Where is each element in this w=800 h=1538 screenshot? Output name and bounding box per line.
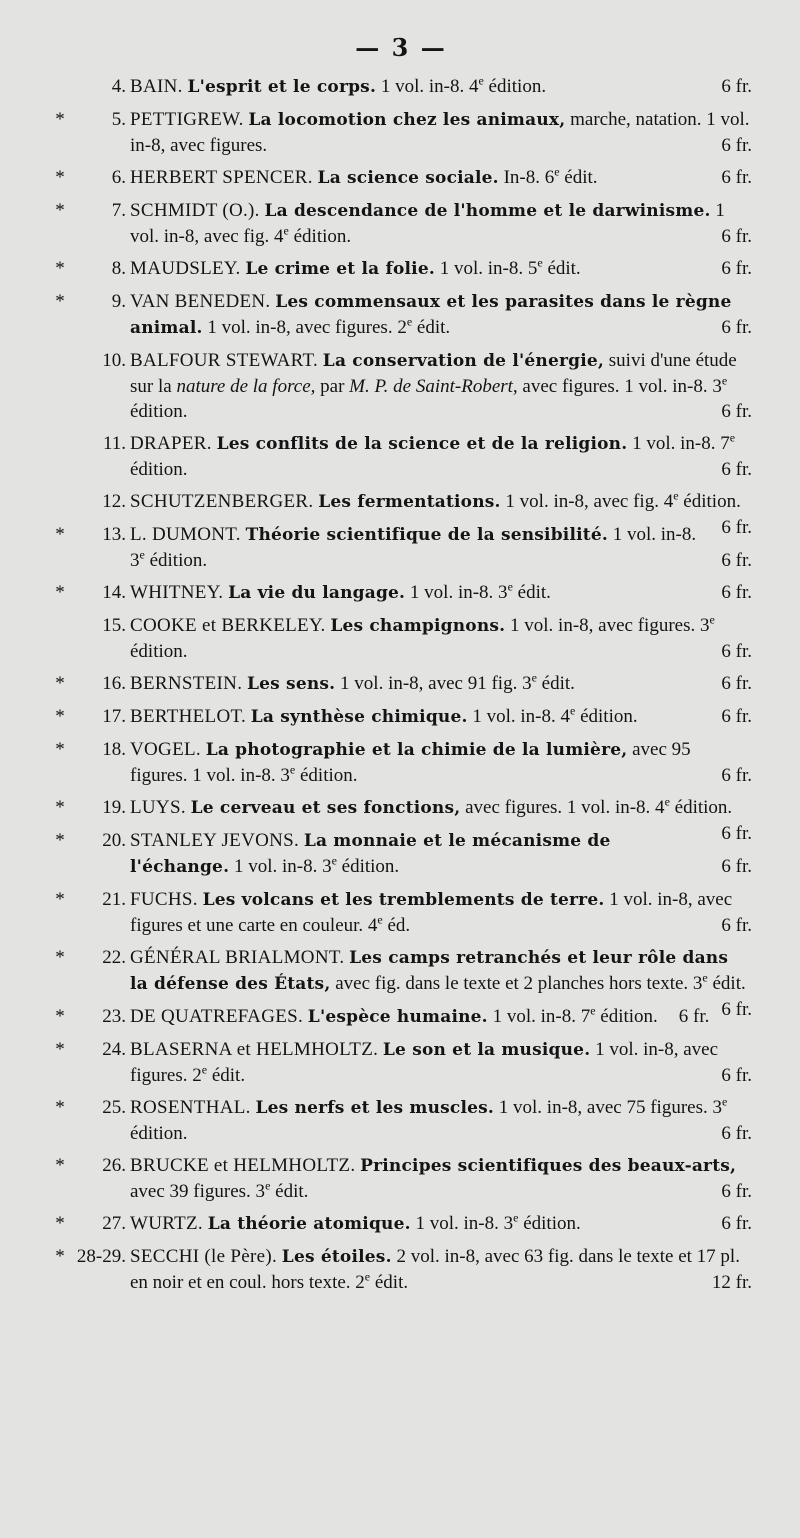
catalog-entry (50, 1211, 752, 1237)
catalog-entry (50, 165, 752, 191)
entry-number: 13. (102, 524, 126, 545)
entry-number: 24. (102, 1039, 126, 1060)
entry-title: Le crime et la folie. (245, 259, 435, 279)
entry-author: STANLEY JEVONS. (130, 830, 300, 851)
entry-text (130, 74, 752, 100)
entry-title: Les fermentations. (318, 492, 501, 512)
entry-star: * (55, 947, 65, 968)
entry-number: 6. (111, 167, 126, 188)
entry-price: 12 fr. (711, 1272, 752, 1293)
entry-text (130, 107, 752, 158)
entry-text (130, 828, 752, 880)
entry-author: WHITNEY. (130, 582, 224, 603)
entry-title: L'espèce humaine. (307, 1007, 488, 1027)
entry-title: La photographie et la chimie de la lumière, (205, 740, 628, 760)
entry-author: SCHMIDT (O.). (130, 200, 260, 221)
catalog-entry (50, 1153, 752, 1204)
entry-text (130, 198, 752, 249)
entry-author: DRAPER. (130, 433, 212, 454)
entry-number: 17. (102, 706, 126, 727)
entry-price: 6 fr. (721, 317, 752, 338)
entry-text (130, 671, 752, 697)
entry-title: Théorie scientifique de la sensibilité. (245, 525, 608, 545)
entry-price: 6 fr. (721, 1065, 752, 1086)
entry-details-final: et 2 planches hors texte. 3e édit. (505, 970, 746, 994)
catalog-entry (50, 522, 752, 573)
entry-text (130, 613, 752, 664)
entry-details-continued: natation. 1 vol. in-8, avec figures. (130, 109, 750, 156)
entry-title: La synthèse chimique. (250, 707, 468, 727)
entry-star: * (55, 200, 65, 221)
catalog-entry (50, 613, 752, 664)
entry-price: 6 fr. (721, 673, 752, 694)
catalog-entry (50, 198, 752, 249)
entry-price: 6 fr. (721, 226, 752, 247)
entry-price: 6 fr. (721, 1123, 752, 1144)
entry-text (130, 348, 752, 424)
entry-details: In-8. 6e édit. (503, 164, 598, 188)
entry-title: Les sens. (247, 674, 336, 694)
entry-title: Le son et la musique. (382, 1040, 591, 1060)
entry-number: 8. (111, 258, 126, 279)
entry-star: * (55, 889, 65, 910)
entry-title: Les nerfs et les muscles. (255, 1098, 495, 1118)
catalog-entry (50, 256, 752, 282)
entry-text (130, 256, 752, 282)
entry-number: 19. (102, 797, 126, 818)
entry-price: 6 fr. (721, 765, 752, 786)
entry-author: MAUDSLEY. (130, 258, 241, 279)
entry-price: 6 fr. (721, 401, 752, 422)
entry-number: 22. (102, 947, 126, 968)
catalog-entry (50, 1037, 752, 1088)
entry-details-continued: avec 95 figures. 1 vol. in-8. 3e édition. (130, 739, 691, 786)
entry-author: ROSENTHAL. (130, 1097, 251, 1118)
entry-price: 6 fr. (721, 915, 752, 936)
entry-number: 11. (102, 433, 126, 454)
entry-number: 25. (102, 1097, 126, 1118)
entry-details: 1 vol. in-8. 3e édit. (409, 579, 551, 603)
catalog-entry (50, 1244, 752, 1295)
entry-star: * (55, 524, 65, 545)
entry-price: 6 fr. (721, 135, 752, 156)
entry-price: 6 fr. (721, 856, 752, 877)
page-number: — 3 — (355, 33, 447, 62)
entry-details-continued: fig. 4e édition. (633, 488, 741, 512)
entry-number: 15. (102, 615, 126, 636)
entry-title: Les conflits de la science et de la religion. (216, 434, 628, 454)
entry-details-continued: in-8, avec figures. 2e édit. (130, 1039, 719, 1086)
entry-details-continued: avec 39 figures. 3e édit. (130, 1178, 309, 1202)
entry-author: LUYS. (130, 797, 186, 818)
entry-title: La conservation de l'énergie, (322, 351, 605, 371)
entry-price: 6 fr. (678, 1006, 710, 1027)
entry-title: La vie du langage. (228, 583, 406, 603)
entry-details-continued: 1 vol. in-8, avec figures et une carte en couleur. 4e éd. (130, 889, 733, 936)
entry-number: 5. (111, 109, 126, 130)
entry-star: * (55, 1039, 65, 1060)
entry-price: 6 fr. (721, 582, 752, 603)
entry-author: GÉNÉRAL BRIALMONT. (130, 947, 345, 968)
entry-details: suivi (608, 350, 646, 371)
entry-number: 26. (102, 1155, 126, 1176)
entry-title: Les volcans et les tremblements de terre. (202, 890, 605, 910)
entry-author: SCHUTZENBERGER. (130, 491, 314, 512)
entry-star: * (55, 739, 65, 760)
entry-details: 1 vol. (595, 1039, 639, 1060)
entry-details-continued: 75 figures. 3e édition. (130, 1094, 728, 1144)
entry-details: 1 vol. in-8, avec (510, 615, 633, 636)
entry-details-continued: 1 vol. in-8. 3e édition. (233, 853, 400, 877)
entry-price: 6 fr. (721, 999, 752, 1020)
entry-details: 1 vol. in-8. 4e édition. (380, 73, 547, 97)
entry-details: 1 vol. in-8. 3e édition. (415, 1210, 581, 1234)
entry-author: L. DUMONT. (130, 524, 241, 545)
catalog-entry (50, 1004, 752, 1030)
entry-title: La théorie atomique. (207, 1214, 411, 1234)
entry-star: * (55, 1097, 65, 1118)
entry-price: 6 fr. (721, 550, 752, 571)
entry-price: 6 fr. (721, 1213, 752, 1234)
entry-number: 18. (102, 739, 126, 760)
catalog-entry (50, 737, 752, 788)
catalog-entry (50, 887, 752, 938)
entry-text (130, 522, 752, 573)
entry-text (130, 289, 752, 341)
entry-star: * (55, 258, 65, 279)
entry-number: 16. (102, 673, 126, 694)
entry-number: 14. (102, 582, 126, 603)
entry-star: * (55, 582, 65, 603)
entry-title: Le cerveau et ses fonctions, (190, 798, 461, 818)
entry-number: 27. (102, 1213, 126, 1234)
catalog-entry (50, 74, 752, 100)
entry-title: La monnaie et le mécanisme de l'échange. (130, 831, 611, 877)
entry-italic-title: nature de la force, (176, 376, 316, 397)
entry-star: * (55, 1246, 65, 1267)
entry-details-continued: d'une étude sur la (130, 350, 737, 397)
entry-details-continued: 1 vol. in-8, avec figures. 2e édit. (207, 314, 451, 338)
entry-number: 7. (111, 200, 126, 221)
entry-title: Les étoiles. (281, 1247, 392, 1267)
entry-title: Les commensaux et les parasites dans le règne animal. (130, 292, 732, 338)
entry-star: * (55, 291, 65, 312)
entry-details-continued: figures. 3e édition. (130, 612, 715, 662)
catalog-entry (50, 289, 752, 341)
catalog-list (50, 74, 752, 1295)
entry-text (130, 737, 752, 788)
entry-title: Les champignons. (330, 616, 506, 636)
entry-author: HERBERT SPENCER. (130, 167, 313, 188)
entry-number: 23. (102, 1006, 126, 1027)
entry-details: marche, (570, 109, 631, 130)
entry-author: PETTIGREW. (130, 109, 244, 130)
entry-details: 2 vol. in-8, avec 63 fig. dans (396, 1246, 614, 1267)
entry-price: 6 fr. (721, 1181, 752, 1202)
entry-star: * (55, 109, 65, 130)
entry-number: 20. (102, 830, 126, 851)
entry-author: VAN BENEDEN. (130, 291, 271, 312)
entry-author: BALFOUR STEWART. (130, 350, 319, 371)
entry-number: 10. (102, 350, 126, 371)
entry-price: 6 fr. (721, 517, 752, 538)
entry-details: avec figures. 1 vol. (465, 797, 611, 818)
entry-text (130, 1244, 752, 1295)
entry-text (130, 704, 752, 730)
entry-star: * (55, 1006, 65, 1027)
entry-details-continued: avec fig. dans le texte (335, 973, 501, 994)
entry-text (130, 1037, 752, 1088)
entry-text (130, 1211, 752, 1237)
entry-text (130, 887, 752, 938)
entry-text (130, 431, 752, 482)
entry-author: COOKE et BERKELEY. (130, 615, 326, 636)
entry-author: DE QUATREFAGES. (130, 1006, 304, 1027)
entry-details: 1 vol. in-8. (472, 706, 556, 727)
catalog-entry (50, 671, 752, 697)
entry-star: * (55, 1213, 65, 1234)
entry-italic-author: M. P. de Saint-Robert, (349, 376, 518, 397)
entry-price: 6 fr. (721, 641, 752, 662)
entry-number: 21. (102, 889, 126, 910)
catalog-entry (50, 348, 752, 424)
catalog-entry (50, 431, 752, 482)
entry-title: La descendance de l'homme et le darwinisme. (264, 201, 711, 221)
entry-star: * (55, 1155, 65, 1176)
catalog-entry (50, 1095, 752, 1146)
entry-title: La science sociale. (317, 168, 499, 188)
entry-price: 6 fr. (721, 706, 752, 727)
entry-number: 9. (111, 291, 126, 312)
entry-number: 4. (111, 76, 126, 97)
entry-author: VOGEL. (130, 739, 201, 760)
catalog-entry (50, 704, 752, 730)
entry-author: BRUCKE et HELMHOLTZ. (130, 1155, 356, 1176)
entry-details: 1 vol. in-8. 7e édition. (492, 1003, 658, 1027)
entry-details-continued: 4e édition. (560, 703, 638, 727)
entry-price: 6 fr. (721, 823, 752, 844)
entry-details-continued: 1 vol. in-8. 3e édition. (130, 524, 697, 571)
catalog-entry (50, 580, 752, 606)
entry-details-continued: 1 vol. in-8, avec fig. 4e édition. (130, 200, 725, 247)
entry-details: 1 vol. in-8, avec 91 fig. 3e édit. (340, 670, 575, 694)
entry-author: BAIN. (130, 76, 183, 97)
entry-author: SECCHI (le Père). (130, 1246, 278, 1267)
catalog-entry (50, 828, 752, 880)
entry-details-continued: 1 vol. in-8. 7e édition. (130, 430, 736, 480)
entry-star: * (55, 706, 65, 727)
entry-number: 12. (102, 491, 126, 512)
entry-star: * (55, 167, 65, 188)
entry-price: 6 fr. (721, 167, 752, 188)
entry-price: 6 fr. (721, 459, 752, 480)
catalog-entry (50, 107, 752, 158)
entry-author: BERNSTEIN. (130, 673, 243, 694)
entry-text (130, 580, 752, 606)
entry-text (130, 1153, 752, 1204)
entry-text (130, 1004, 752, 1030)
entry-text (130, 1095, 752, 1146)
entry-details-final: avec figures. 1 vol. in-8. 3e édition. (130, 373, 728, 422)
entry-author: BLASERNA et HELMHOLTZ. (130, 1039, 379, 1060)
entry-star: * (55, 830, 65, 851)
entry-details: 1 vol. in-8, avec (498, 1097, 622, 1118)
entry-author: WURTZ. (130, 1213, 203, 1234)
entry-price: 6 fr. (721, 76, 752, 97)
entry-details-mid: par (320, 376, 345, 397)
entry-details: 1 vol. in-8, avec (505, 491, 629, 512)
entry-title: La locomotion chez les animaux, (248, 110, 566, 130)
entry-details-continued: in-8. 4e édition. (614, 794, 733, 818)
entry-price: 6 fr. (721, 258, 752, 279)
entry-number: 28-29. (76, 1246, 126, 1267)
entry-title: Principes scientifiques des beaux-arts, (360, 1156, 737, 1176)
entry-title: L'esprit et le corps. (187, 77, 377, 97)
entry-details-continued: le texte et 17 pl. en noir et en coul. hors texte. 2e édit. (130, 1246, 740, 1293)
entry-star: * (55, 797, 65, 818)
entry-title: Les camps retranchés et leur rôle dans la défense des États, (130, 948, 729, 994)
entry-star: * (55, 673, 65, 694)
entry-details: 1 vol. in-8. 5e édit. (439, 255, 581, 279)
entry-author: FUCHS. (130, 889, 198, 910)
entry-author: BERTHELOT. (130, 706, 247, 727)
entry-text (130, 165, 752, 191)
